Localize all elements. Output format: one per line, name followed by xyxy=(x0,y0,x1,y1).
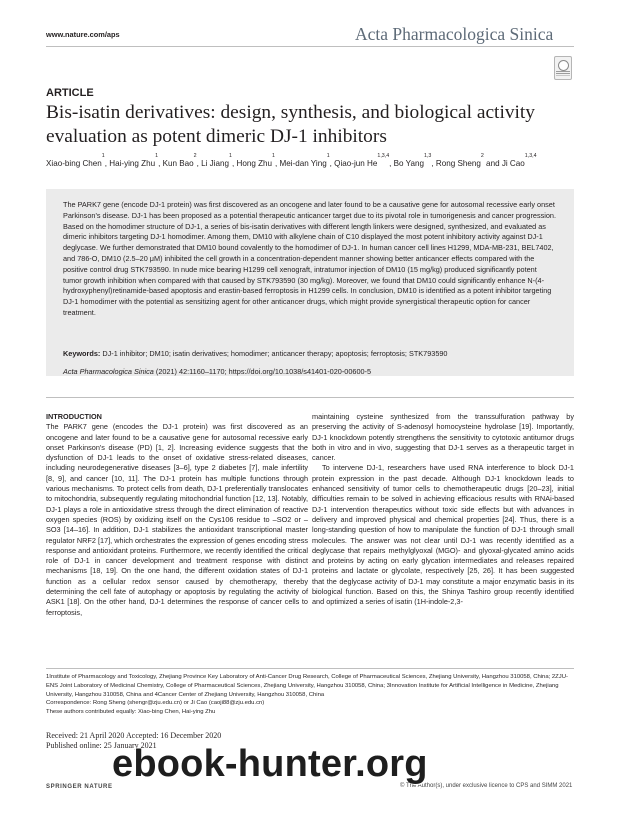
body-column-left xyxy=(46,412,308,618)
author-affiliation: 1,3 xyxy=(423,153,432,159)
check-for-updates-icon[interactable] xyxy=(554,56,572,80)
publisher-logo: SPRINGER NATURE xyxy=(46,784,113,790)
author-name[interactable]: Rong Sheng$^2$ xyxy=(435,153,484,168)
keywords-text: DJ-1 inhibitor; DM10; isatin derivatives; homodimer; anticancer therapy; apoptosis; ferroptosis; STK793590 xyxy=(102,349,448,358)
footnote-divider xyxy=(46,668,574,669)
author-name[interactable]: Qiao-jun He$^{1,3,4}$ xyxy=(334,153,390,168)
author-name[interactable]: Xiao-bing Chen$^1$ xyxy=(46,153,105,168)
body-paragraph: The PARK7 gene (encodes the DJ-1 protein) was first discovered as an oncogene and later found to be a causative gene for autosomal recessive early onset Parkinson's disease (PD) [1, 2]. Increasing evidence suggests that the dysfunction of DJ-1 leads to the onset of oxidative stress-related diseases, including neurodegenerative diseases [3–6], type 2 diabetes [7], male infertility [8, 9], and cancer [10, 11]. The DJ-1 protein has multiple functions through various mechanisms. To protect cells from death, DJ-1 preferentially translocates to mitochondria, subsequently regulating mitochondrial function [12, 13]. Notably, DJ-1 plays a role in antioxidative stress through the direct elimination of reactive oxygen species (ROS) by oxidizing itself on the Cys106 residue to –SO2 or –SO3 [14–16]. In addition, DJ-1 stabilizes the antioxidant transcriptional master regulator NRF2 [17], which orchestrates the expression of genes encoding stress response and antioxidant proteins. Furthermore, we recently identified the critical role of DJ-1 in cancer development and treatment response with distinct mechanisms [18, 19]. On the one hand, the different oxidation states of DJ-1 function as a cellular redox sensor caused by chemotherapy, thereby determining the cell fate of autophagy or apoptosis by regulating the activity of ASK1 [18]. On the other hand, DJ-1 determines the response of cancer cells to ferroptosis, xyxy=(46,422,308,617)
body-paragraph: maintaining cysteine synthesized from the transsulfuration pathway by preserving the activity of S-adenosyl homocysteine hydrolase [19]. Importantly, DJ-1 knockdown potently strengthens the sensitivity to cytotoxic antitumor drugs both in vitro and in vivo, suggesting that DJ-1 serves as a therapeutic target in cancer. xyxy=(312,412,574,463)
journal-name: Acta Pharmacologica Sinica xyxy=(355,24,554,44)
equal-contribution: These authors contributed equally: Xiao-bing Chen, Hai-ying Zhu xyxy=(46,709,216,716)
keywords-line xyxy=(63,349,557,358)
correspondence: Correspondence: Rong Sheng (shengr@zju.edu.cn) or Ji Cao (caoji88@zju.edu.cn) xyxy=(46,700,265,707)
abstract-divider xyxy=(46,397,574,398)
author-list: Xiao-bing Chen$^1$, Hai-ying Zhu$^1$, Kun Bao$^2$, Li Jiang$^1$, Hong Zhu$^1$, Mei-dan Ying$^1$, Qiao-jun He$^{1,3,4}$, Bo Yang$^{1,3}$, Rong Sheng$^2$ and Ji Cao$^{1,3,4}$ xyxy=(46,153,537,168)
author-affiliation: 1,3,4 xyxy=(524,153,537,159)
author-affiliation: 2 xyxy=(480,153,484,159)
received-accepted: Received: 21 April 2020 Accepted: 16 December 2020 xyxy=(46,731,222,740)
keywords-label: Keywords: xyxy=(63,349,101,358)
author-name[interactable]: Ji Cao$^{1,3,4}$ xyxy=(501,153,537,168)
citation-journal: Acta Pharmacologica Sinica xyxy=(63,367,154,376)
citation-doi[interactable]: (2021) 42:1160–1170; https://doi.org/10.1038/s41401-020-00600-5 xyxy=(155,367,372,376)
affiliations: 1Institute of Pharmacology and Toxicology, Zhejiang Province Key Laboratory of Anti-Cancer Drug Research, College of Pharmaceutical Sciences, Zhejiang University, Hangzhou 310058, China; 2ZJU-ENS Joint Laboratory of Medicinal Chemistry, College of Pharmaceutical Sciences, Zhejiang University, Hangzhou 310058, China; 3Innovation Institute for Artificial Intelligence in Medicine, Zhejiang University, Hangzhou 310058, China and 4Cancer Center of Zhejiang University, Hangzhou 310058, China xyxy=(46,674,568,698)
header-divider xyxy=(46,46,574,47)
author-name[interactable]: Hong Zhu$^1$ xyxy=(236,153,275,168)
author-affiliation: 1 xyxy=(155,153,159,159)
body-column-right xyxy=(312,412,574,608)
author-name[interactable]: Kun Bao$^2$ xyxy=(162,153,197,168)
section-heading: INTRODUCTION xyxy=(46,412,102,421)
author-affiliation: 1,3,4 xyxy=(377,153,390,159)
author-name[interactable]: Li Jiang$^1$ xyxy=(201,153,232,168)
author-name[interactable]: Bo Yang$^{1,3}$ xyxy=(393,153,432,168)
author-affiliation: 1 xyxy=(272,153,275,159)
watermark: ebook-hunter.org xyxy=(112,743,428,785)
abstract-box xyxy=(46,189,574,376)
article-type-label: ARTICLE xyxy=(46,87,94,99)
author-affiliation: 1 xyxy=(326,153,330,159)
abstract-text: The PARK7 gene (encode DJ-1 protein) was first discovered as an oncogene and later found to be a causative gene for autosomal recessive early onset Parkinson's disease. DJ-1 has been proposed as a potential therapeutic anticancer target due to its pivotal role in tumorigenesis and cancer progression. Based on the homodimer structure of DJ-1, a series of bis-isatin derivatives with different length linkers were designed, synthesized, and evaluated as dimeric inhibitors targeting DJ-1 homodimer. Among them, DM10 with alkylene chain of C10 displayed the most potent inhibitory activity against DJ-1 deglycase. We further demonstrated that DM10 bound covalently to the homodimer of DJ-1. In human cancer cell lines H1299, MDA-MB-231, BEL7402, and 786-O, DM10 (2.5–20 μM) inhibited the cell growth in a concentration-dependent manner showing better anticancer effects compared with the positive control drug STK793590. In nude mice bearing H1299 cell xenograft, intratumor injection of DM10 (15 mg/kg) produced significantly potent tumor growth inhibition when compared with that caused by STK793590 (30 mg/kg). Moreover, we found that DM10 could significantly enhance N-(4-hydroxyphenyl)retinamide-based apoptosis and erastin-based ferroptosis in H1299 cells. In conclusion, DM10 is identified as a potent inhibitor targeting DJ-1 homodimer with the potential as sensitizing agent for other anticancer drugs, which might provide synergistical therapeutic option for cancer treatment. xyxy=(63,200,557,317)
citation-line xyxy=(63,367,371,376)
footnotes xyxy=(46,673,574,717)
article-title: Bis-isatin derivatives: design, synthesis, and biological activity evaluation as potent dimeric DJ-1 inhibitors xyxy=(46,102,535,147)
journal-url[interactable]: www.nature.com/aps xyxy=(46,30,120,39)
author-name[interactable]: Mei-dan Ying$^1$ xyxy=(279,153,330,168)
author-affiliation: 1 xyxy=(229,153,232,159)
copyright-notice: © The Author(s), under exclusive licence to CPS and SIMM 2021 xyxy=(400,783,573,789)
published-online: Published online: 25 January 2021 xyxy=(46,740,157,750)
author-name[interactable]: Hai-ying Zhu$^1$ xyxy=(109,153,159,168)
author-affiliation: 1 xyxy=(101,153,105,159)
body-paragraph: To intervene DJ-1, researchers have used RNA interference to block DJ-1 protein expression in the past decade. Although DJ-1 knockdown leads to enhanced sensitivity of tumor cells to chemotherapeutic drugs [20–23], initial difficulties remain to be solved in achieving efficacious results with RNAi-based DJ-1 intervention therapeutics without toxic side effects but with advances in delivery and improved physical and chemical properties [24]. Thus, there is a long-standing question of how to manipulate the function of DJ-1 through small molecules. The answer was not clear until DJ-1 was recently identified as a deglycase that repairs methylglyoxal (MGO)- and glyoxal-glycated amino acids and proteins by acting on early glycation intermediates and releases repaired proteins and lactate or glycolate, respectively [25, 26]. It has been suggested that the deglycase activity of DJ-1 may constitute a major enzymatic basis in its biological function. Based on this, the Shinya Tashiro group recently identified and optimized a series of isatin (1H-indole-2,3- xyxy=(312,463,574,607)
author-affiliation: 2 xyxy=(193,153,197,159)
